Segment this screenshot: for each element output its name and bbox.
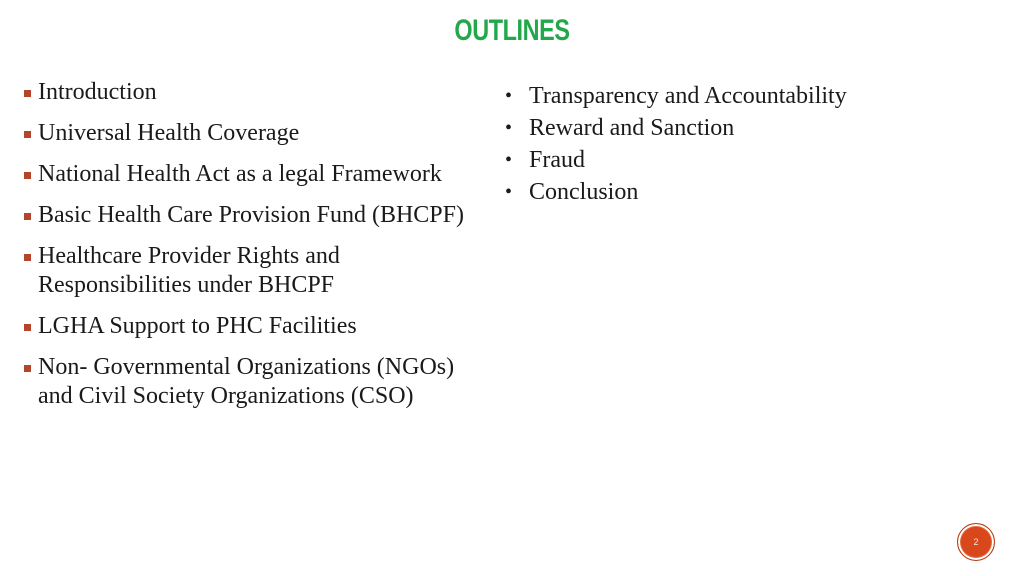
outline-item (24, 160, 474, 189)
outline-item (503, 112, 1003, 144)
outline-item-label: Transparency and Accountability (529, 83, 847, 109)
square-bullet-icon (24, 365, 31, 372)
outline-list-right (503, 80, 1003, 208)
outline-item-label: LGHA Support to PHC Facilities (38, 313, 357, 339)
outline-item (24, 78, 474, 107)
square-bullet-icon (24, 213, 31, 220)
outline-item-label: Healthcare Provider Rights and Responsibilities under BHCPF (38, 243, 340, 298)
outline-item-label: Non- Governmental Organizations (NGOs) and Civil Society Organizations (CSO) (38, 354, 455, 409)
outline-item-label: Reward and Sanction (529, 115, 735, 141)
outline-item-label: Introduction (38, 79, 157, 105)
outline-item (24, 201, 474, 230)
outline-item-label: Fraud (529, 147, 585, 173)
dot-bullet-icon: • (505, 181, 513, 203)
outline-item (503, 80, 1003, 112)
outline-item (503, 176, 1003, 208)
outline-item (24, 242, 474, 300)
square-bullet-icon (24, 131, 31, 138)
outline-item (503, 144, 1003, 176)
dot-bullet-icon: • (505, 149, 513, 171)
square-bullet-icon (24, 324, 31, 331)
outline-item-label: Universal Health Coverage (38, 120, 300, 146)
dot-bullet-icon: • (505, 85, 513, 107)
outline-item-label: Conclusion (529, 179, 639, 205)
outline-list-left (24, 78, 474, 423)
page-number-badge: 2 (957, 523, 995, 561)
square-bullet-icon (24, 172, 31, 179)
outline-item-label: Basic Health Care Provision Fund (BHCPF) (38, 202, 464, 228)
square-bullet-icon (24, 254, 31, 261)
outline-item (24, 119, 474, 148)
outline-item (24, 353, 474, 411)
square-bullet-icon (24, 90, 31, 97)
outline-item (24, 312, 474, 341)
outline-item-label: National Health Act as a legal Framework (38, 161, 442, 187)
dot-bullet-icon: • (505, 117, 513, 139)
slide-title: OUTLINES (454, 14, 570, 47)
